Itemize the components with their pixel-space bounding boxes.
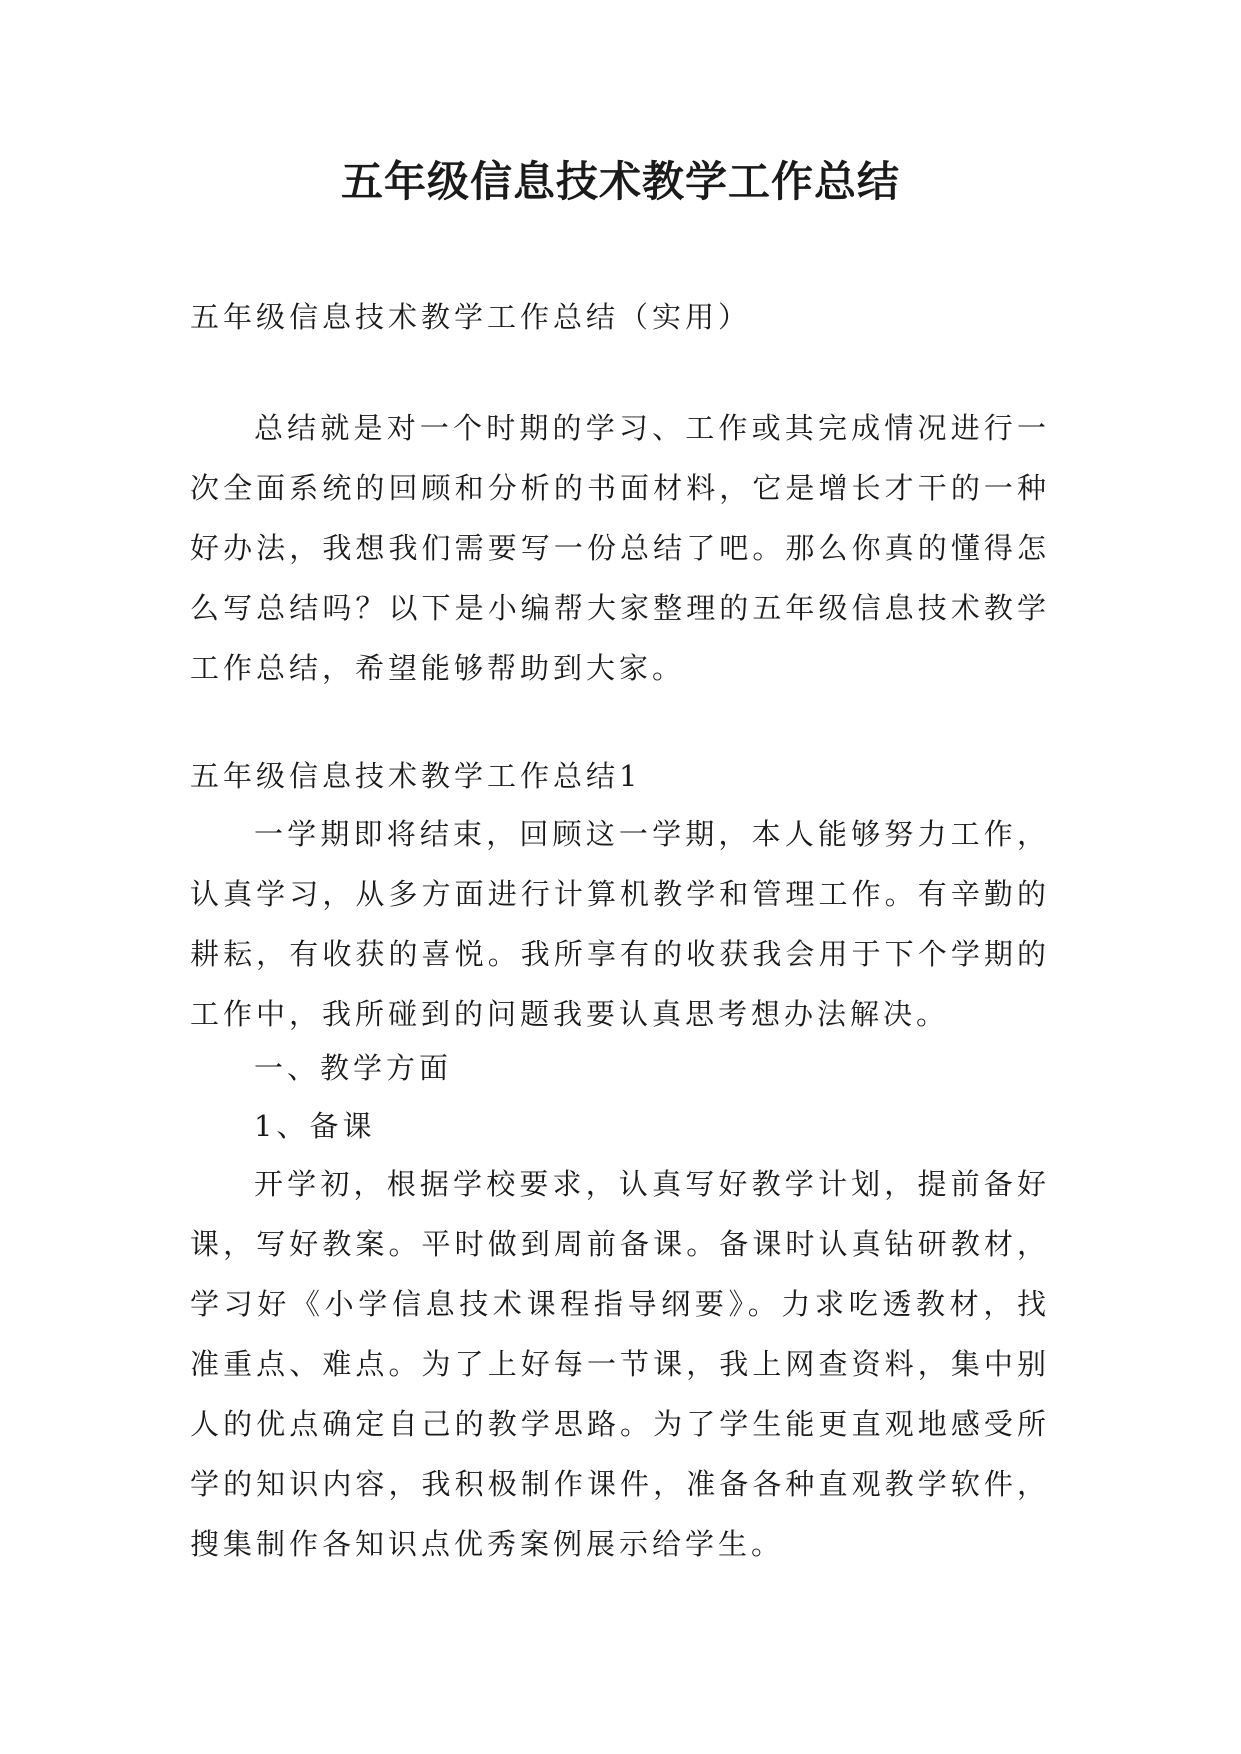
lesson-prep-paragraph: 开学初，根据学校要求，认真写好教学计划，提前备好课，写好教案。平时做到周前备课。备课时认真钻研教材，学习好《小学信息技术课程指导纲要》。力求吃透教材，找准重点、难点。为了上好每一节课，我上网查资料，集中别人的优点确定自己的教学思路。为了学生能更直观地感受所学的知识内容，我积极制作课件，准备各种直观教学软件，搜集制作各知识点优秀案例展示给学生。	[190, 1167, 1050, 1561]
document-title: 五年级信息技术教学工作总结	[340, 157, 900, 206]
heading-lesson-prep: 1、备课	[254, 1109, 376, 1143]
section-1-title: 五年级信息技术教学工作总结1	[190, 759, 642, 793]
document-subtitle: 五年级信息技术教学工作总结（实用）	[190, 300, 752, 334]
intro-paragraph: 总结就是对一个时期的学习、工作或其完成情况进行一次全面系统的回顾和分析的书面材料，它是增长才干的一种好办法，我想我们需要写一份总结了吧。那么你真的懂得怎么写总结吗？以下是小编帮大家整理的五年级信息技术教学工作总结，希望能够帮助到大家。	[190, 411, 1050, 685]
section-1-paragraph: 一学期即将结束，回顾这一学期，本人能够努力工作，认真学习，从多方面进行计算机教学和管理工作。有辛勤的耕耘，有收获的喜悦。我所享有的收获我会用于下个学期的工作中，我所碰到的问题我要认真思考想办法解决。	[190, 817, 1050, 1031]
heading-teaching: 一、教学方面	[254, 1051, 453, 1085]
